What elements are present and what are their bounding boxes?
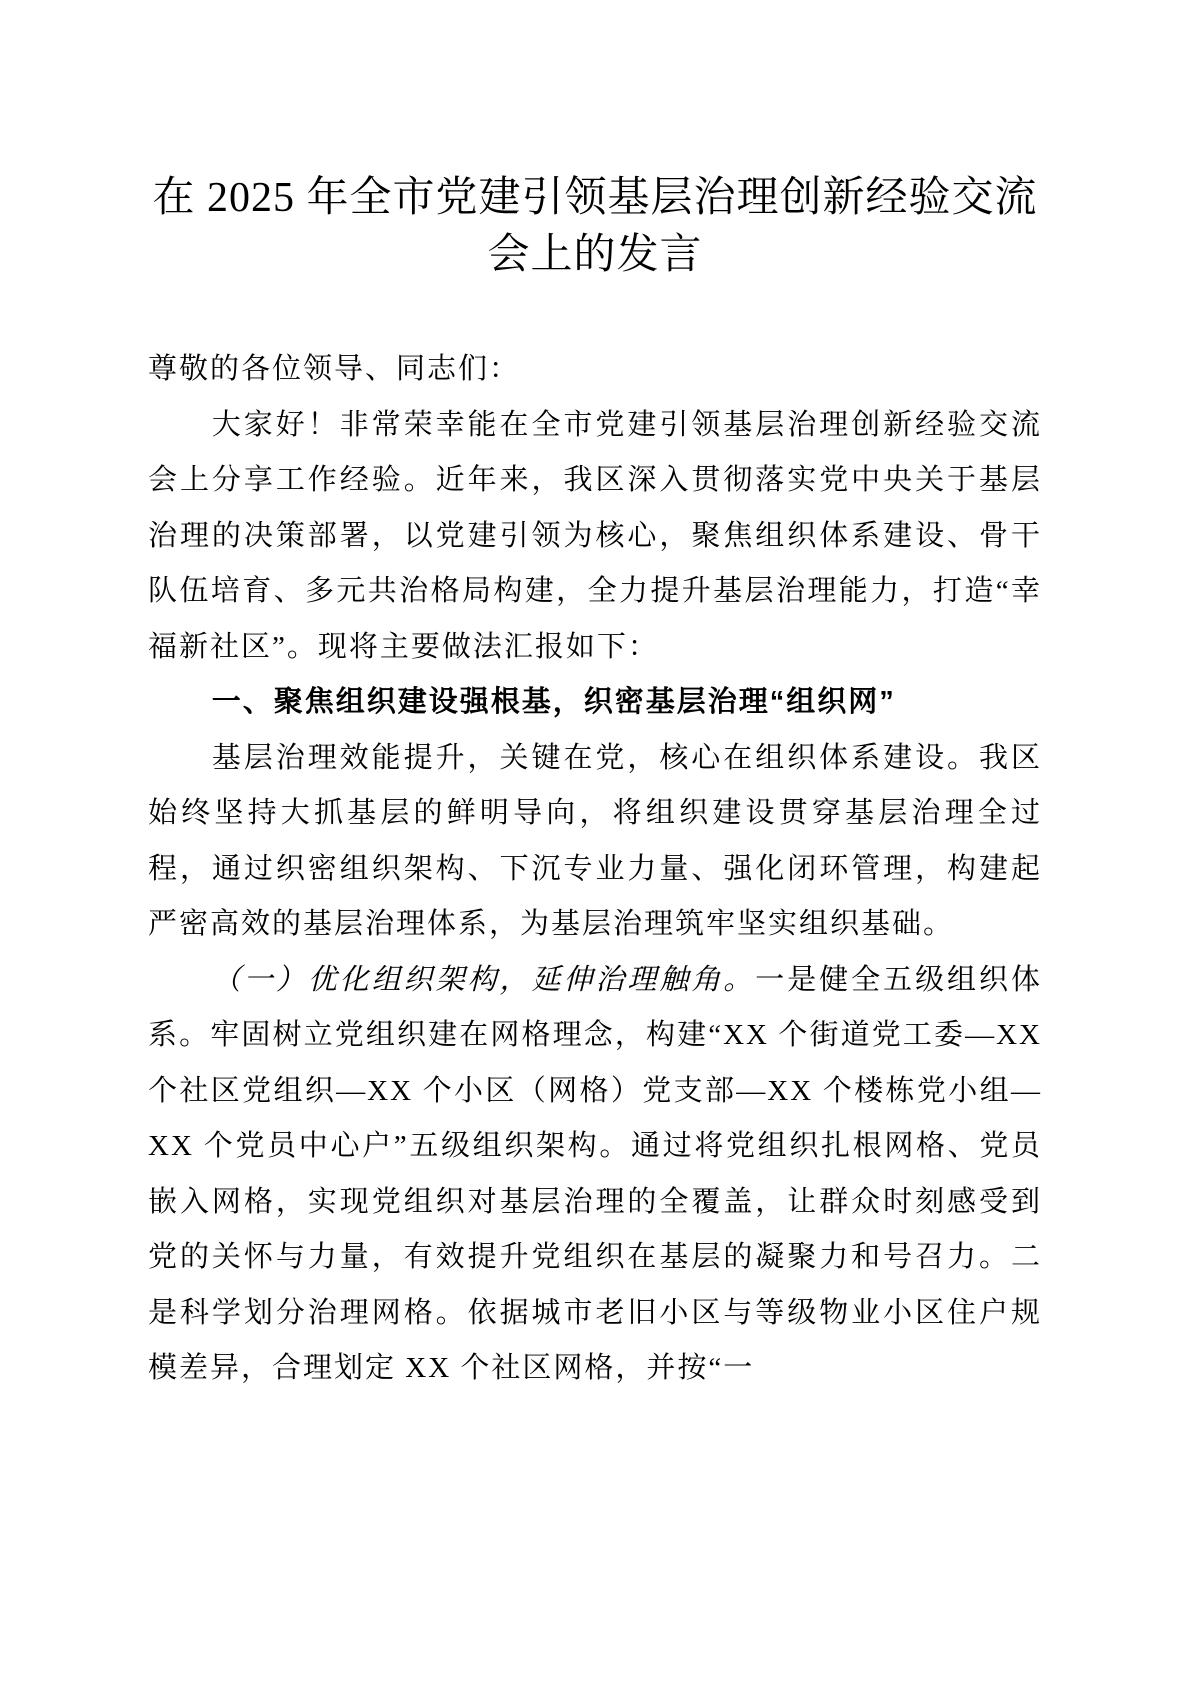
subsection-1-text: 一是健全五级组织体系。牢固树立党组织建在网格理念，构建“XX 个街道党工委—XX 个社区党组织—XX 个小区（网格）党支部—XX 个楼栋党小组—XX 个党员中心户”五级组织架构。通过将党组织扎根网格、党员嵌入网格，实现党组织对基层治理的全覆盖，让群众时刻感受到党的关怀与力量，有效提升党组织在基层的凝聚力和号召力。二是科学划分治理网格。依据城市老旧小区与等级物业小区住户规模差异，合理划定 XX 个社区网格，并按“一	[148, 963, 1042, 1384]
section-1-paragraph: 基层治理效能提升，关键在党，核心在组织体系建设。我区始终坚持大抓基层的鲜明导向，将组织建设贯穿基层治理全过程，通过织密组织架构、下沉专业力量、强化闭环管理，构建起严密高效的基层治理体系，为基层治理筑牢坚实组织基础。	[148, 741, 1042, 940]
salutation-line: 尊敬的各位领导、同志们：	[148, 353, 521, 385]
document-title: 在 2025 年全市党建引领基层治理创新经验交流会上的发言	[152, 175, 1038, 278]
subsection-1-paragraph	[148, 953, 1042, 1397]
opening-paragraph: 大家好！非常荣幸能在全市党建引领基层治理创新经验交流会上分享工作经验。近年来，我区深入贯彻落实党中央关于基层治理的决策部署，以党建引领为核心，聚焦组织体系建设、骨干队伍培育、多元共治格局构建，全力提升基层治理能力，打造“幸福新社区”。现将主要做法汇报如下：	[148, 408, 1042, 663]
section-1-heading: 一、聚焦组织建设强根基，织密基层治理“组织网”	[211, 686, 896, 718]
subsection-1-lead: （一）优化组织架构，延伸治理触角。	[211, 963, 756, 996]
